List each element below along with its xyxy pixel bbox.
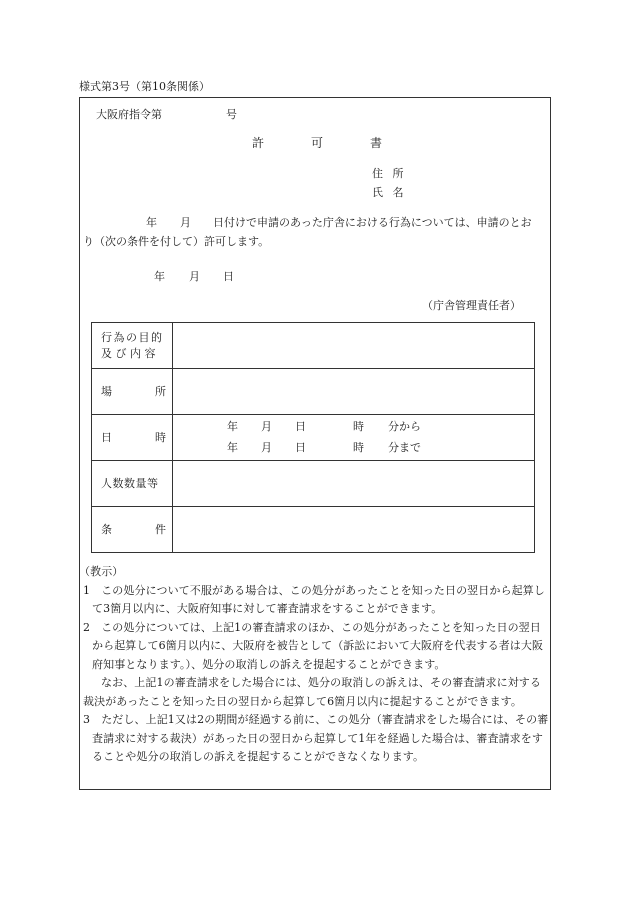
purpose-label-line-1: 行為の目的: [101, 330, 164, 344]
issue-day: 日: [223, 270, 234, 283]
table-row-purpose: [92, 323, 535, 369]
body-line-1: 日付けで申請のあった庁舎における行為については、申請のとお: [213, 216, 532, 229]
purpose-label: [92, 323, 173, 369]
notice-heading: （教示）: [79, 565, 124, 578]
count-label-text: 人数数量等: [101, 476, 159, 490]
notice-item-1: 1 この処分について不服がある場合は、この処分があったことを知った日の翌日から起算して3箇月以内に、大阪府知事に対して審査請求をすることができます。: [83, 583, 545, 615]
table-row-conditions: [92, 507, 535, 553]
address-label: 住 所: [372, 167, 407, 180]
permit-details-table: [91, 322, 535, 553]
datetime-label-char-1: 日: [101, 430, 112, 444]
datetime-value[interactable]: [173, 415, 535, 461]
conditions-value[interactable]: [173, 507, 535, 553]
table-row-count: [92, 461, 535, 507]
title-char-1: 許: [252, 136, 265, 150]
issuer-label: （庁舎管理責任者）: [422, 299, 521, 312]
count-value[interactable]: [173, 461, 535, 507]
notice-item-2: 2 この処分については、上記1の審査請求のほか、この処分があったことを知った日の翌日から起算して6箇月以内に、大阪府を被告として（訴訟において大阪府を代表する者は大阪府知事となります。）、処分の取消しの訴えを提起することができます。: [83, 620, 544, 671]
table-row-datetime: [92, 415, 535, 461]
issue-year: 年: [154, 270, 165, 283]
place-label-char-1: 場: [101, 384, 112, 398]
table-row-place: [92, 369, 535, 415]
count-label: [92, 461, 173, 507]
from-day: 日: [295, 420, 306, 433]
permit-number-suffix: 号: [226, 108, 237, 121]
place-label-char-2: 所: [155, 384, 166, 398]
permit-number-prefix: 大阪府指令第: [96, 108, 162, 121]
to-day: 日: [295, 441, 306, 454]
body-month: 月: [180, 216, 191, 229]
notice-item-2-note: なお、上記1の審査請求をした場合には、処分の取消しの訴えは、その審査請求に対する裁決があったことを知った日の翌日から起算して6箇月以内に提起することができます。: [83, 676, 541, 708]
conditions-label: [92, 507, 173, 553]
datetime-label-char-2: 時: [155, 430, 166, 444]
issue-month: 月: [189, 270, 200, 283]
from-suffix: 分から: [388, 420, 421, 433]
title-char-3: 書: [370, 136, 383, 150]
to-year: 年: [227, 441, 238, 454]
place-label: [92, 369, 173, 415]
body-line-2: り（次の条件を付して）許可します。: [83, 235, 270, 248]
datetime-lines: [173, 415, 534, 460]
appeal-notice: [79, 563, 549, 767]
conditions-label-char-2: 件: [155, 522, 166, 536]
from-year: 年: [227, 420, 238, 433]
purpose-label-line-2: 及 び 内 容: [101, 346, 156, 360]
datetime-label: [92, 415, 173, 461]
to-suffix: 分まで: [388, 441, 421, 454]
purpose-value[interactable]: [173, 323, 535, 369]
conditions-label-char-1: 条: [101, 522, 112, 536]
place-value[interactable]: [173, 369, 535, 415]
notice-item-3: 3 ただし、上記1又は2の期間が経過する前に、この処分（審査請求をした場合には、その審査請求に対する裁決）があった日の翌日から起算して1年を経過した場合は、審査請求をすることや処分の取消しの訴えを提起することができなくなります。: [83, 713, 549, 763]
form-number: 様式第3号（第10条関係）: [79, 80, 210, 93]
title-char-2: 可: [311, 136, 324, 150]
name-label: 氏 名: [372, 186, 407, 199]
from-month: 月: [261, 420, 272, 433]
from-hour: 時: [353, 420, 364, 433]
to-hour: 時: [353, 441, 364, 454]
body-year: 年: [146, 216, 157, 229]
to-month: 月: [261, 441, 272, 454]
